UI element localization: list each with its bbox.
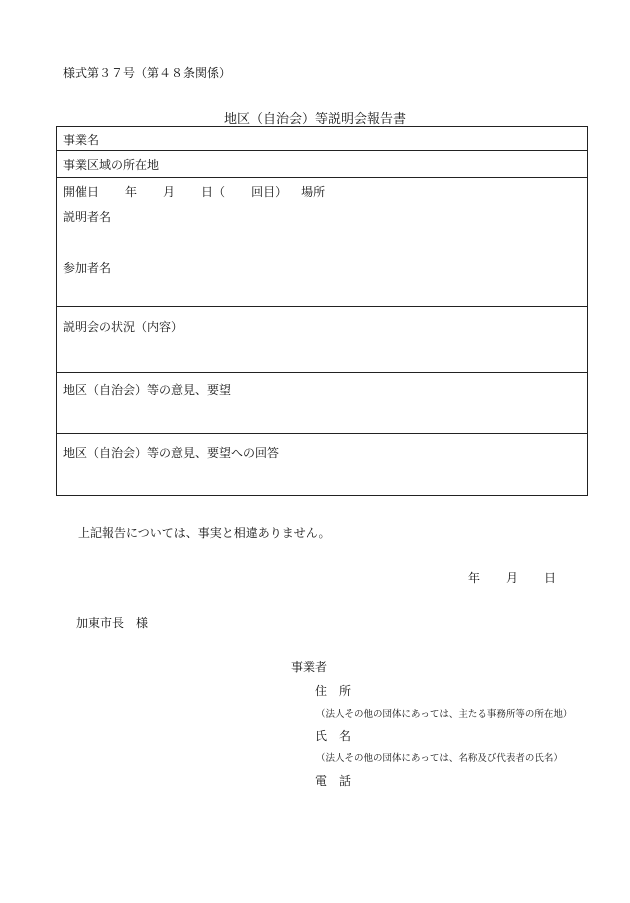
signature-year-label: 年	[468, 571, 481, 585]
presenter-label: 説明者名	[63, 210, 112, 224]
form-number: 様式第３７号（第４８条関係）	[63, 66, 232, 80]
year-label: 年	[125, 185, 138, 199]
signature-date	[468, 569, 556, 586]
address-note: （法人その他の団体にあっては、主たる事務所等の所在地）	[316, 709, 573, 720]
held-date-label: 開催日	[63, 185, 100, 199]
business-operator-label: 事業者	[291, 660, 328, 674]
row-meeting-status	[57, 306, 587, 373]
row-answers	[57, 433, 587, 495]
month-label: 月	[163, 185, 176, 199]
meeting-status-label: 説明会の状況（内容）	[63, 320, 184, 334]
signature-day-label: 日	[544, 571, 557, 585]
name-label: 氏 名	[315, 729, 352, 743]
row-meeting-details	[57, 177, 587, 307]
session-count-label: 回目）	[251, 185, 288, 199]
project-area-label: 事業区域の所在地	[63, 158, 160, 172]
addressee: 加東市長 様	[76, 616, 149, 630]
day-label: 日（	[201, 185, 226, 199]
document-title: 地区（自治会）等説明会報告書	[223, 112, 406, 127]
answers-label: 地区（自治会）等の意見、要望への回答	[63, 446, 280, 460]
address-label: 住 所	[315, 684, 352, 698]
name-note: （法人その他の団体にあっては、名称及び代表者の氏名）	[316, 753, 563, 764]
row-opinions	[57, 372, 587, 434]
meeting-date-line	[63, 183, 325, 200]
opinions-label: 地区（自治会）等の意見、要望	[63, 383, 232, 397]
participants-label: 参加者名	[63, 261, 112, 275]
place-label: 場所	[301, 185, 326, 199]
signature-month-label: 月	[506, 571, 519, 585]
report-table	[56, 126, 588, 496]
attestation-text: 上記報告については、事実と相違ありません。	[78, 526, 331, 540]
row-project-name	[57, 127, 587, 151]
row-project-area	[57, 150, 587, 178]
project-name-label: 事業名	[63, 133, 100, 147]
phone-label: 電 話	[315, 774, 352, 788]
